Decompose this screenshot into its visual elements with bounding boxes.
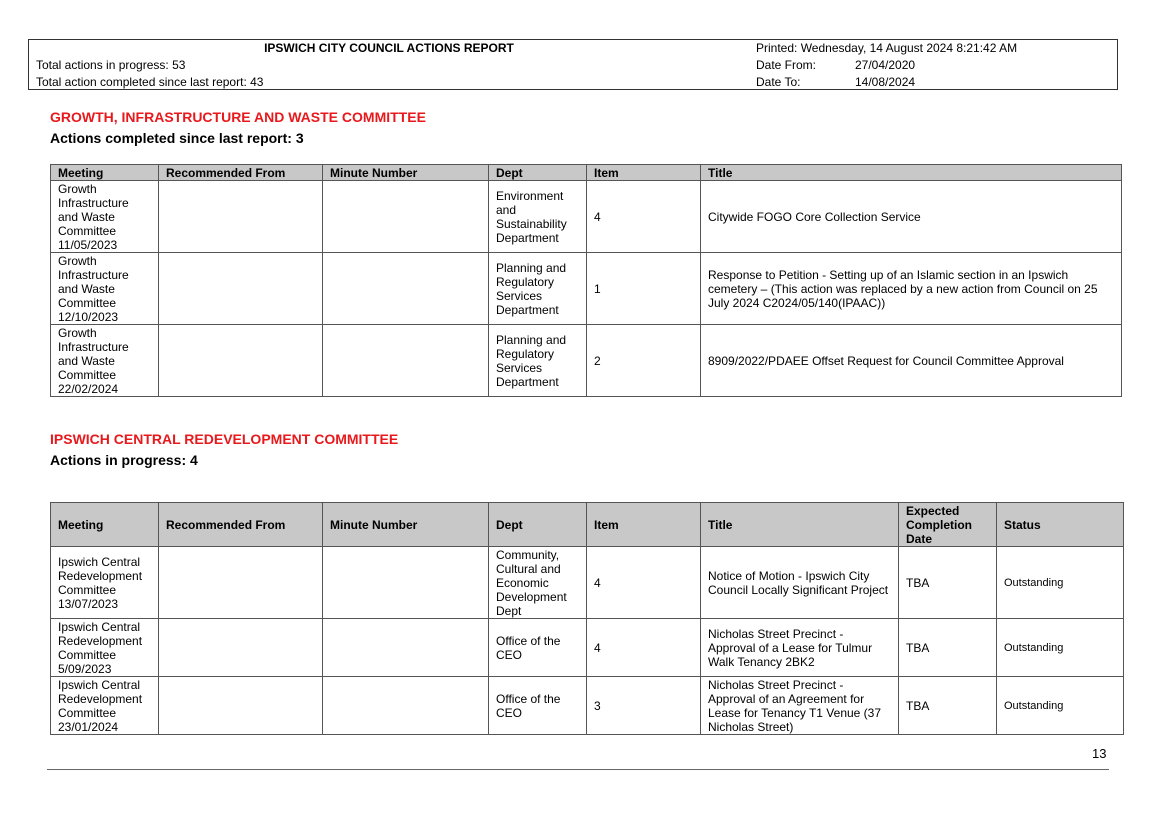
cell-item: 4 [587, 619, 701, 677]
date-from [756, 58, 915, 72]
cell-item: 4 [587, 547, 701, 619]
col-item: Item [587, 503, 701, 547]
cell-title: 8909/2022/PDAEE Offset Request for Council Committee Approval [701, 325, 1122, 397]
cell-item: 2 [587, 325, 701, 397]
cell-dept: Planning and Regulatory Services Department [489, 325, 587, 397]
total-completed: Total action completed since last report: 43 [36, 75, 264, 89]
cell-title: Nicholas Street Precinct - Approval of an Agreement for Lease for Tenancy T1 Venue (37 Nicholas Street) [701, 677, 899, 735]
cell-meeting: Ipswich Central Redevelopment Committee 23/01/2024 [51, 677, 159, 735]
cell-title: Notice of Motion - Ipswich City Council Locally Significant Project [701, 547, 899, 619]
col-item: Item [587, 165, 701, 181]
col-minute-number: Minute Number [323, 165, 489, 181]
cell-recommended-from [159, 325, 323, 397]
table-row [51, 547, 1124, 619]
date-to-label: Date To: [756, 75, 801, 89]
cell-dept: Office of the CEO [489, 677, 587, 735]
cell-expected-completion: TBA [899, 619, 997, 677]
cell-dept: Planning and Regulatory Services Department [489, 253, 587, 325]
cell-minute-number [323, 619, 489, 677]
col-meeting: Meeting [51, 165, 159, 181]
section2-header-row [51, 503, 1124, 547]
date-to [756, 75, 915, 89]
cell-dept: Community, Cultural and Economic Development Dept [489, 547, 587, 619]
table-row [51, 253, 1122, 325]
cell-minute-number [323, 547, 489, 619]
cell-minute-number [323, 181, 489, 253]
cell-meeting: Ipswich Central Redevelopment Committee 5/09/2023 [51, 619, 159, 677]
total-in-progress: Total actions in progress: 53 [36, 58, 186, 72]
section2-title: IPSWICH CENTRAL REDEVELOPMENT COMMITTEE [50, 431, 399, 447]
date-from-value: 27/04/2020 [855, 58, 916, 72]
cell-item: 1 [587, 253, 701, 325]
cell-meeting: Growth Infrastructure and Waste Committee 12/10/2023 [51, 253, 159, 325]
col-recommended-from: Recommended From [159, 165, 323, 181]
col-title: Title [701, 165, 1122, 181]
cell-dept: Office of the CEO [489, 619, 587, 677]
section1-header-row [51, 165, 1122, 181]
cell-status: Outstanding [997, 619, 1124, 677]
date-from-label: Date From: [756, 58, 817, 72]
table-row [51, 677, 1124, 735]
footer-divider [47, 769, 1109, 770]
section1-subtitle: Actions completed since last report: 3 [50, 130, 304, 146]
date-to-value: 14/08/2024 [855, 75, 916, 89]
cell-item: 3 [587, 677, 701, 735]
col-recommended-from: Recommended From [159, 503, 323, 547]
section1-table [50, 164, 1122, 397]
page-number: 13 [1092, 746, 1107, 761]
cell-minute-number [323, 253, 489, 325]
cell-minute-number [323, 677, 489, 735]
report-header [28, 39, 1118, 90]
col-expected-completion-date: Expected Completion Date [899, 503, 997, 547]
cell-item: 4 [587, 181, 701, 253]
cell-title: Citywide FOGO Core Collection Service [701, 181, 1122, 253]
cell-recommended-from [159, 253, 323, 325]
cell-title: Nicholas Street Precinct - Approval of a Lease for Tulmur Walk Tenancy 2BK2 [701, 619, 899, 677]
cell-minute-number [323, 325, 489, 397]
cell-recommended-from [159, 619, 323, 677]
section2-subtitle: Actions in progress: 4 [50, 452, 198, 468]
cell-meeting: Growth Infrastructure and Waste Committee 11/05/2023 [51, 181, 159, 253]
section1-title: GROWTH, INFRASTRUCTURE AND WASTE COMMITTEE [50, 109, 426, 125]
printed-date: Printed: Wednesday, 14 August 2024 8:21:42 AM [756, 41, 1018, 55]
cell-status: Outstanding [997, 547, 1124, 619]
section2-table [50, 502, 1124, 735]
table-row [51, 619, 1124, 677]
cell-expected-completion: TBA [899, 677, 997, 735]
cell-recommended-from [159, 677, 323, 735]
cell-recommended-from [159, 181, 323, 253]
col-meeting: Meeting [51, 503, 159, 547]
cell-expected-completion: TBA [899, 547, 997, 619]
col-status: Status [997, 503, 1124, 547]
col-dept: Dept [489, 165, 587, 181]
table-row [51, 325, 1122, 397]
cell-meeting: Growth Infrastructure and Waste Committee 22/02/2024 [51, 325, 159, 397]
cell-dept: Environment and Sustainability Department [489, 181, 587, 253]
cell-meeting: Ipswich Central Redevelopment Committee 13/07/2023 [51, 547, 159, 619]
col-dept: Dept [489, 503, 587, 547]
cell-title: Response to Petition - Setting up of an Islamic section in an Ipswich cemetery – (This action was replaced by a new action from Council on 25 July 2024 C2024/05/140(IPAAC)) [701, 253, 1122, 325]
col-title: Title [701, 503, 899, 547]
cell-status: Outstanding [997, 677, 1124, 735]
table-row [51, 181, 1122, 253]
cell-recommended-from [159, 547, 323, 619]
report-title: IPSWICH CITY COUNCIL ACTIONS REPORT [264, 41, 514, 55]
col-minute-number: Minute Number [323, 503, 489, 547]
